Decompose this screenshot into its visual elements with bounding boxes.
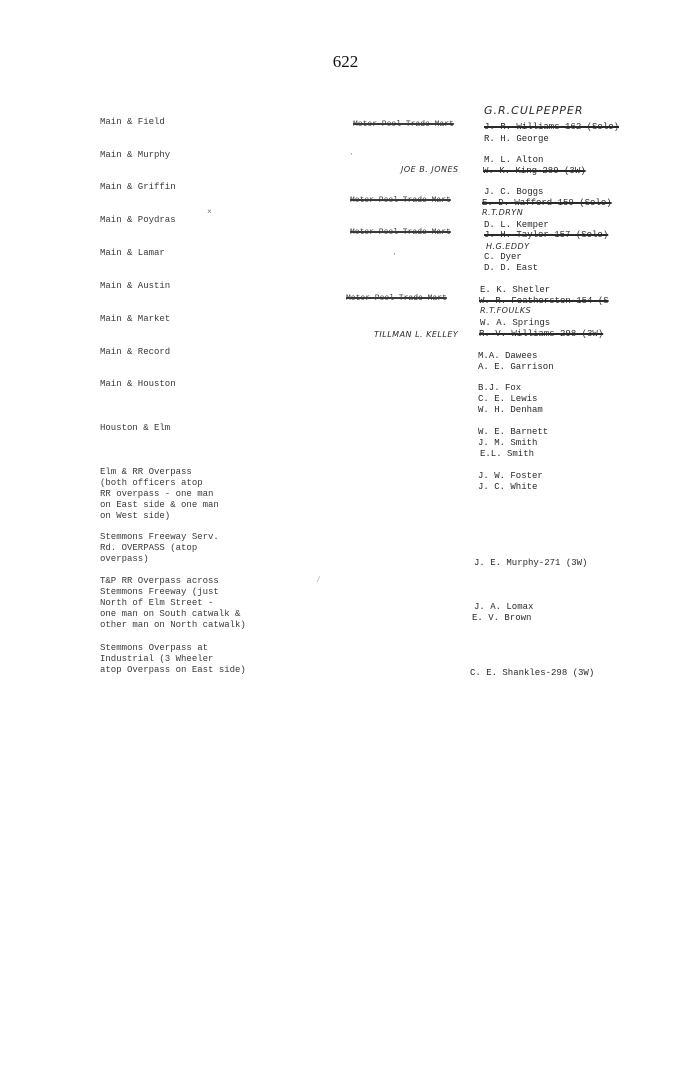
- location-main-lamar: Main & Lamar: [100, 248, 165, 258]
- officer-name: E. K. Shetler: [480, 285, 551, 295]
- page-number: 622: [332, 52, 359, 71]
- officer-name: C. E. Lewis: [478, 394, 538, 404]
- officer-name: C. Dyer: [484, 252, 522, 262]
- officer-name: J. A. Lomax: [474, 602, 534, 612]
- location-main-murphy: Main & Murphy: [100, 150, 171, 160]
- location-stemmons-industrial: Stemmons Overpass at Industrial (3 Wheeler atop Overpass on East side): [100, 643, 246, 675]
- officer-name: W. A. Springs: [480, 318, 551, 328]
- location-main-poydras: Main & Poydras: [100, 215, 176, 225]
- officer-name: J. R. Williams-162 (Solo): [484, 122, 620, 132]
- motor-pool-note: Motor Pool-Trade Mart: [350, 196, 451, 205]
- handwritten-eddy: H.G.EDDY: [486, 242, 530, 251]
- handwritten-joe-jones: JOE B. JONES: [401, 165, 459, 174]
- officer-name: J. C. Boggs: [484, 187, 544, 197]
- motor-pool-note: Motor Pool-Trade Mart: [350, 228, 451, 237]
- location-tp-rr-overpass: T&P RR Overpass across Stemmons Freeway (just North of Elm Street - one man on South catwalk & other man on North catwalk): [100, 576, 246, 630]
- officer-name: A. E. Garrison: [478, 362, 554, 372]
- location-main-griffin: Main & Griffin: [100, 182, 176, 192]
- officer-name: D. L. Kemper: [484, 220, 549, 230]
- officer-name: M.A. Dawees: [478, 351, 538, 361]
- officer-name: W. R. Featherston-154 (S: [479, 296, 609, 306]
- location-main-houston: Main & Houston: [100, 379, 176, 389]
- officer-name: J. M. Smith: [478, 438, 538, 448]
- officer-name: W. K. King-289 (3W): [483, 166, 586, 176]
- location-houston-elm: Houston & Elm: [100, 423, 171, 433]
- officer-name: J. W. Foster: [478, 471, 543, 481]
- officer-name: D. D. East: [484, 263, 539, 273]
- officer-name: J. E. Murphy-271 (3W): [474, 558, 588, 568]
- officer-name: R. H. George: [484, 134, 549, 144]
- motor-pool-note: Motor Pool-Trade Mart: [346, 294, 447, 303]
- officer-name: W. E. Barnett: [478, 427, 549, 437]
- officer-name: E. V. Brown: [472, 613, 532, 623]
- handwritten-foulks: R.T.FOULKS: [480, 306, 532, 315]
- officer-name: E.L. Smith: [480, 449, 535, 459]
- officer-name: E. D. Wafford-159 (Solo): [482, 198, 612, 208]
- location-elm-rr-overpass: Elm & RR Overpass (both officers atop RR overpass - one man on East side & one man on West side): [100, 467, 219, 521]
- handwritten-culpepper: G.R.CULPEPPER: [484, 104, 584, 117]
- location-main-market: Main & Market: [100, 314, 171, 324]
- location-stemmons-service-road: Stemmons Freeway Serv. Rd. OVERPASS (atop overpass): [100, 532, 219, 564]
- scan-speck: ·: [392, 250, 397, 259]
- officer-name: C. E. Shankles-298 (3W): [470, 668, 595, 678]
- scan-speck: ·: [349, 150, 354, 159]
- location-main-field: Main & Field: [100, 117, 165, 127]
- officer-name: J. H. Taylor-157 (Solo): [484, 230, 609, 240]
- officer-name: W. H. Denham: [478, 405, 543, 415]
- handwritten-dryn: R.T.DRYN: [482, 208, 524, 217]
- officer-name: B.J. Fox: [478, 383, 522, 393]
- location-main-austin: Main & Austin: [100, 281, 171, 291]
- officer-name: M. L. Alton: [484, 155, 544, 165]
- officer-name: R. V. Williams-298 (3W): [479, 329, 604, 339]
- handwritten-kelley: TILLMAN L. KELLEY: [374, 330, 459, 339]
- scan-speck: ×: [207, 208, 212, 217]
- location-main-record: Main & Record: [100, 347, 171, 357]
- motor-pool-note: Motor Pool-Trade Mart: [353, 120, 454, 129]
- scan-speck: ⁄: [316, 576, 321, 585]
- officer-name: J. C. White: [478, 482, 538, 492]
